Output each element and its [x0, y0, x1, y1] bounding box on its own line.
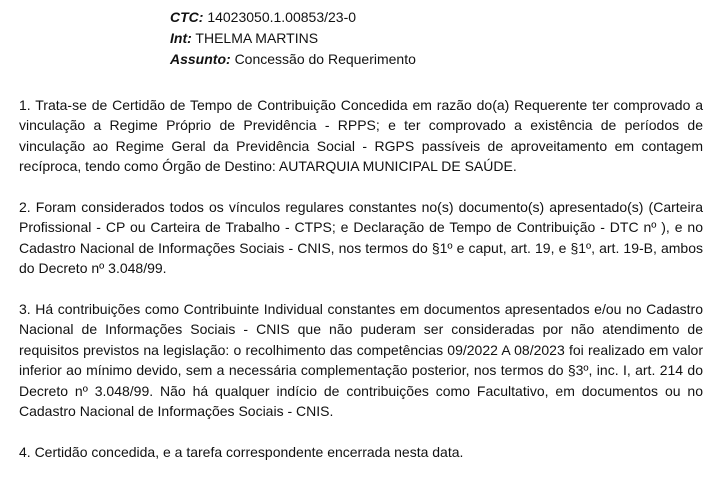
interessado-row: [170, 28, 416, 49]
document-header: [170, 7, 416, 70]
ctc-row: [170, 7, 416, 28]
document-body: [19, 95, 703, 483]
int-label: Int:: [170, 30, 192, 46]
paragraph-4: 4. Certidão concedida, e a tarefa correspondente encerrada nesta data.: [19, 443, 464, 460]
ctc-label: CTC:: [170, 9, 204, 25]
paragraph-1: 1. Trata-se de Certidão de Tempo de Contribuição Concedida em razão do(a) Requerente ter comprovado a vinculação a Regime Próprio de Previdência - RPPS; e ter comprovado a existência de períodos de vinculação ao Regime Geral da Previdência Social - RGPS passíveis de aproveitamento em contagem recíproca, tendo como Órgão de Destino: AUTARQUIA MUNICIPAL DE SAÚDE.: [19, 97, 703, 175]
ctc-value: 14023050.1.00853/23-0: [207, 9, 357, 25]
assunto-label: Assunto:: [170, 51, 231, 67]
int-value: THELMA MARTINS: [195, 30, 319, 46]
paragraph-3: 3. Há contribuições como Contribuinte Individual constantes em documentos apresentados e/ou no Cadastro Nacional de Informações Sociais - CNIS que não puderam ser consideradas por não atendimento de requisitos previstos na legislação: o recolhimento das competências 09/2022 A 08/2023 foi realizado em valor inferior ao mínimo devido, sem a necessária complementação posterior, nos termos do §3º, inc. I, art. 214 do Decreto nº 3.048/99. Não há qualquer indício de contribuições como Facultativo, em documentos ou no Cadastro Nacional de Informações Sociais - CNIS.: [19, 301, 703, 420]
assunto-value: Concessão do Requerimento: [234, 51, 416, 67]
assunto-row: [170, 49, 416, 70]
paragraph-2: 2. Foram considerados todos os vínculos regulares constantes no(s) documento(s) apresentado(s) (Carteira Profissional - CP ou Carteira de Trabalho - CTPS; e Declaração de Tempo de Contribuição - DTC nº ), e no Cadastro Nacional de Informações Sociais - CNIS, nos termos do §1º e caput, art. 19, e §1º, art. 19-B, ambos do Decreto nº 3.048/99.: [19, 199, 703, 277]
